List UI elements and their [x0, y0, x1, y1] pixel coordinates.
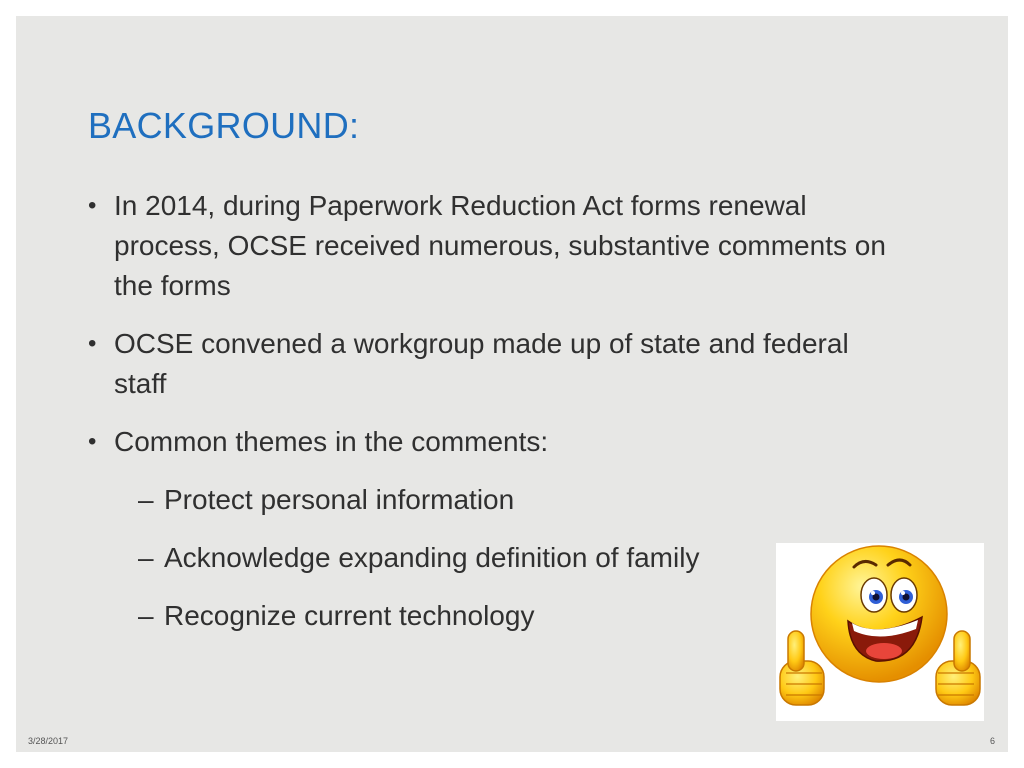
slide-title: BACKGROUND:: [88, 105, 360, 146]
sub-bullet-text: Acknowledge expanding definition of family: [164, 542, 700, 573]
sub-bullet-item: [88, 480, 908, 520]
bullet-item: [88, 422, 908, 462]
bullet-text: OCSE convened a workgroup made up of state and federal staff: [114, 328, 849, 399]
sub-bullet-text: Protect personal information: [164, 484, 515, 515]
thumbs-up-smiley-icon: [776, 543, 984, 721]
dash-icon: –: [138, 484, 154, 515]
dash-icon: –: [138, 542, 154, 573]
smiley-graphic: [776, 543, 984, 721]
bullet-item: [88, 186, 908, 306]
page-number: 6: [990, 736, 996, 746]
sub-bullet-text: Recognize current technology: [164, 600, 535, 631]
bullet-text: Common themes in the comments:: [114, 426, 549, 457]
left-eye-shine: [871, 591, 875, 595]
slide: [16, 16, 1008, 752]
bullet-icon: •: [88, 330, 97, 357]
footer-date: 3/28/2017: [28, 736, 69, 746]
right-eye-shine: [901, 591, 905, 595]
dash-icon: –: [138, 600, 154, 631]
bullet-item: [88, 324, 908, 404]
bullet-icon: •: [88, 428, 97, 455]
bullet-icon: •: [88, 192, 97, 219]
tongue: [866, 643, 902, 659]
bullet-text: In 2014, during Paperwork Reduction Act forms renewal process, OCSE received numerous, substantive comments on the forms: [114, 190, 886, 301]
